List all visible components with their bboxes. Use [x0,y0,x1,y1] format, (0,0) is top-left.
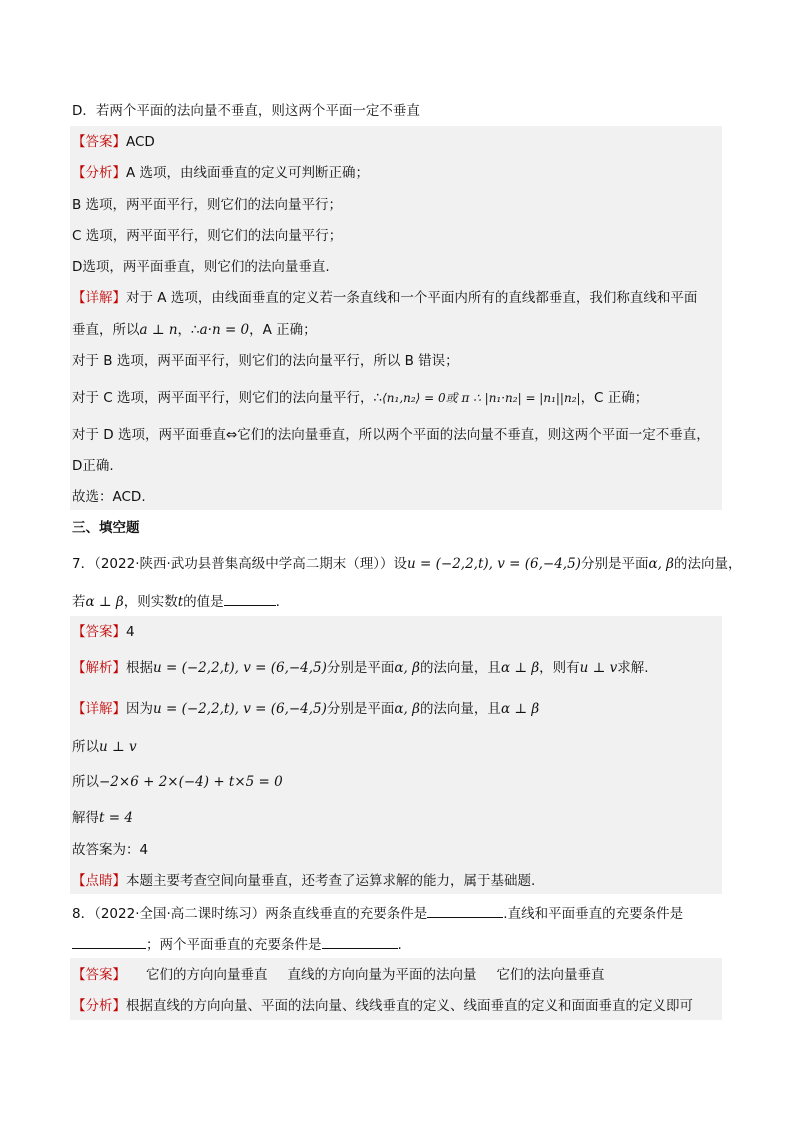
analysis-tag: 【解析】 [72,660,126,676]
answer-tag: 【答案】 [72,134,126,150]
detail-6: 【详解】对于 A 选项，由线面垂直的定义若一条直线和一个平面内所有的直线都垂直，我们称直线和平面 [72,290,698,306]
detail-c: 对于 C 选项，两平面平行，则它们的法向量平行，∴⟨n₁,n₂⟩ = 0或 π ∴ |n₁·n₂| = |n₁||n₂|，C 正确； [72,390,649,406]
analysis-6: 【分析】A 选项，由线面垂直的定义可判断正确； [72,165,370,181]
analysis-d: D选项，两平面垂直，则它们的法向量垂直. [72,259,330,275]
question-8-line2: ；两个平面垂直的充要条件是 . [72,934,402,955]
solution-block-6 [70,126,722,510]
question-7-line2: 若α ⊥ β，则实数t的值是 . [72,591,280,612]
math-u-v: u = (−2,2,t), v = (6,−4,5) [407,556,581,572]
detail-tag: 【详解】 [72,290,126,306]
math-a-perp-n: a ⊥ n [139,322,178,338]
answer-8: 【答案】 它们的方向向量垂直 直线的方向向量为平面的法向量 它们的法向量垂直 [72,967,605,983]
question-8: 8．（2022·全国·高二课时练习）两条直线垂直的充要条件是 .直线和平面垂直的充要条件是 [72,903,683,924]
detail-7-step3: 解得t = 4 [72,810,133,826]
question-7: 7．（2022·陕西·武功县普集高级中学高二期末（理））设u = (−2,2,t), v = (6,−4,5)分别是平面α, β的法向量， [72,556,742,572]
answer-blank-7[interactable] [224,591,276,606]
math-alpha-beta: α, β [648,556,674,572]
comment-7: 【点睛】本题主要考查空间向量垂直，还考查了运算求解的能力，属于基础题. [72,873,536,889]
answer-tag: 【答案】 [72,967,126,983]
detail-a-line2: 垂直，所以a ⊥ n，∴a·n = 0，A 正确； [72,322,317,338]
answer-blank-8b[interactable] [72,934,146,949]
answer-6: 【答案】ACD [72,134,155,150]
section-heading: 三、填空题 [72,520,140,536]
detail-7: 【详解】因为u = (−2,2,t), v = (6,−4,5)分别是平面α, β的法向量，且α ⊥ β [72,701,540,717]
answer-blank-8a[interactable] [427,903,503,918]
option-d: D．若两个平面的法向量不垂直，则这两个平面一定不垂直 [72,103,420,119]
choice-6: 故选：ACD. [72,489,146,505]
analysis-c: C 选项，两平面平行，则它们的法向量平行； [72,228,343,244]
answer-blank-8c[interactable] [322,934,398,949]
math-a-dot-n: a·n = 0 [199,322,250,338]
detail-tag: 【详解】 [72,701,126,717]
answer-tag: 【答案】 [72,624,126,640]
detail-7-step2: 所以−2×6 + 2×(−4) + t×5 = 0 [72,774,283,790]
detail-d-line2: D正确. [72,458,114,474]
math-t: t [177,594,184,610]
analysis-7: 【解析】根据u = (−2,2,t), v = (6,−4,5)分别是平面α, β的法向量，且α ⊥ β，则有u ⊥ v求解. [72,660,649,676]
analysis-tag: 【分析】 [72,165,126,181]
analysis-b: B 选项，两平面平行，则它们的法向量平行； [72,197,343,213]
comment-tag: 【点睛】 [72,873,126,889]
math-alpha-perp-beta: α ⊥ β [85,594,124,610]
answer-7: 【答案】4 [72,624,135,640]
detail-7-step1: 所以u ⊥ v [72,739,137,755]
detail-d: 对于 D 选项，两平面垂直⇔它们的法向量垂直，所以两个平面的法向量不垂直，则这两个平面一定不垂直， [72,427,710,443]
math-normal-angle: ⟨n₁,n₂⟩ = 0或 π ∴ |n₁·n₂| = |n₁||n₂| [382,391,581,405]
analysis-8: 【分析】根据直线的方向向量、平面的法向量、线线垂直的定义、线面垂直的定义和面面垂直的定义即可 [72,998,693,1014]
analysis-tag: 【分析】 [72,998,126,1014]
detail-b: 对于 B 选项，两平面平行，则它们的法向量平行，所以 B 错误； [72,353,459,369]
final-answer-7: 故答案为：4 [72,842,149,858]
